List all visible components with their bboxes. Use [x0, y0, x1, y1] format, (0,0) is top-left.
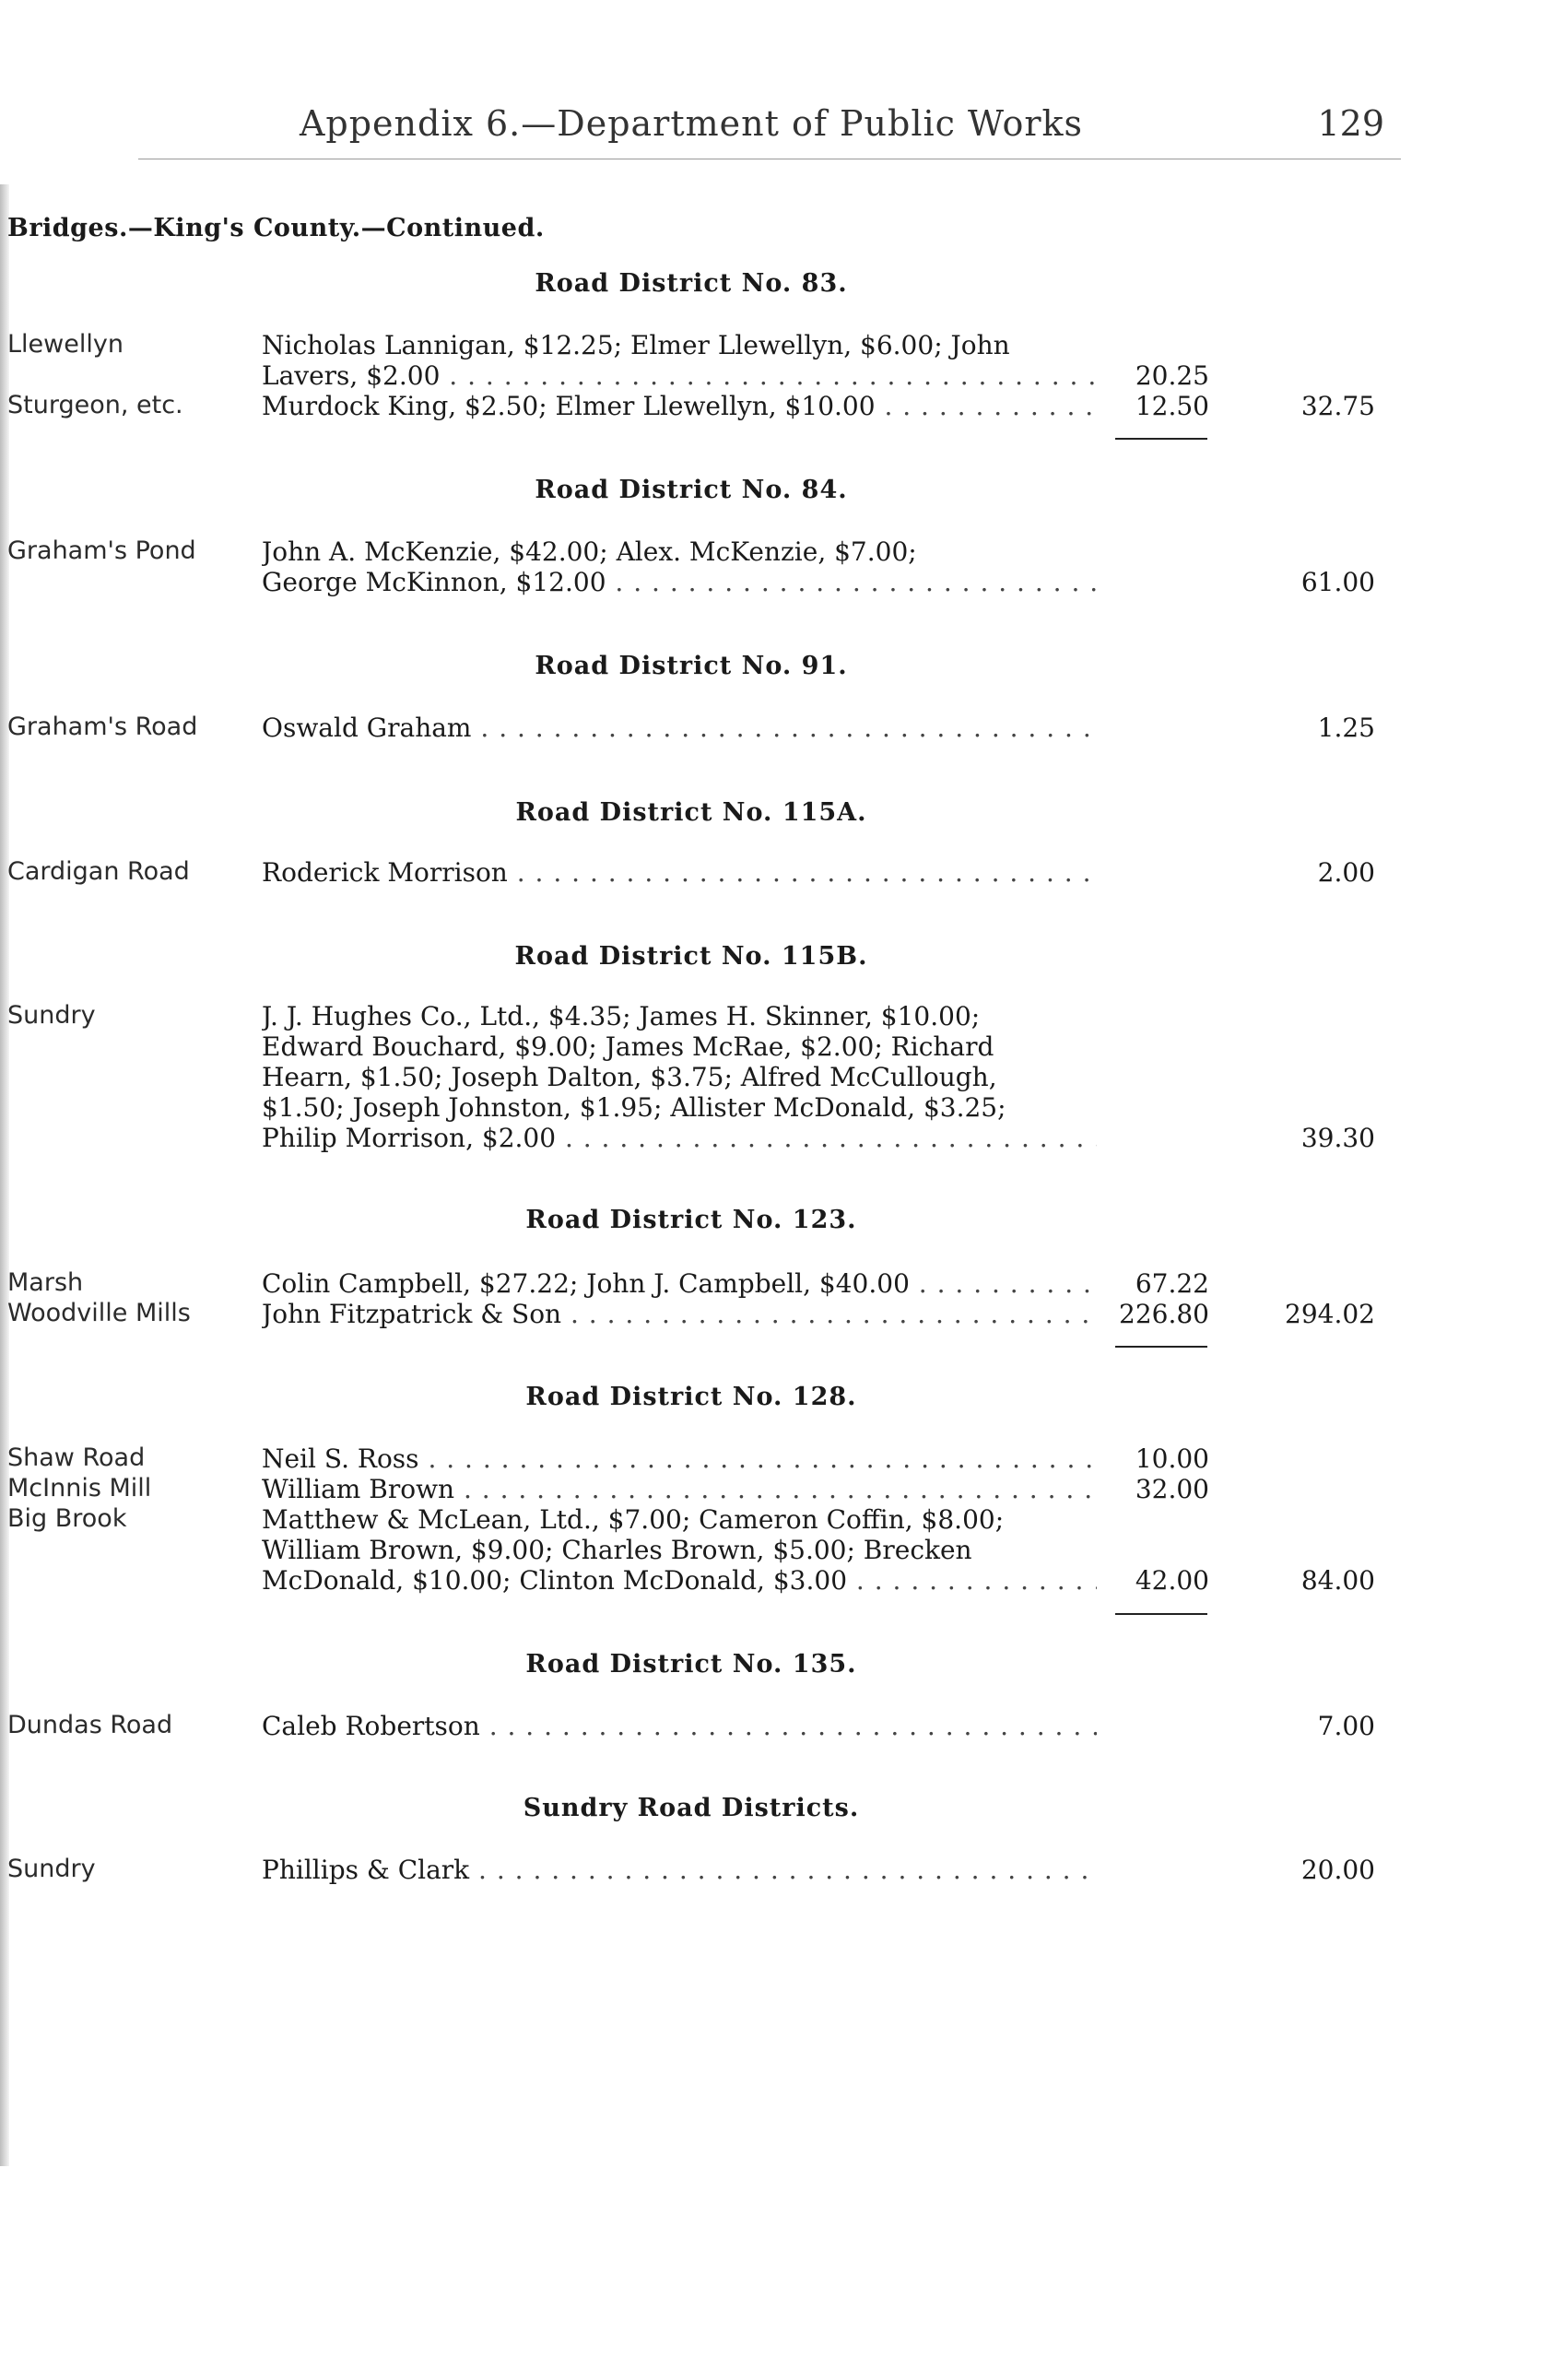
total-cell: 20.00 — [1300, 1855, 1375, 1885]
district-heading: Road District No. 91. — [535, 652, 848, 680]
table-row — [0, 1123, 1541, 1156]
location-cell: Marsh — [7, 1268, 84, 1297]
table-row — [0, 391, 1541, 424]
total-cell: 294.02 — [1285, 1299, 1375, 1329]
description-cell: Neil S. Ross . . . — [262, 1443, 1097, 1474]
subtotal-cell: 32.00 — [1135, 1474, 1209, 1504]
running-header: Appendix 6.—Department of Public Works — [299, 103, 1084, 144]
total-cell: 7.00 — [1317, 1711, 1375, 1741]
table-row — [0, 1031, 1541, 1065]
table-row — [0, 1855, 1541, 1888]
table-row — [0, 1092, 1541, 1125]
section-continued-heading: Bridges.—King's County.—Continued. — [7, 214, 545, 242]
district-heading: Road District No. 123. — [525, 1206, 857, 1234]
description-cell: Matthew & McLean, Ltd., $7.00; Cameron Coffin, $8.00; — [262, 1504, 1005, 1535]
location-cell: Sundry — [7, 1001, 96, 1030]
description-cell: Colin Campbell, $27.22; John J. Campbell, $40.00 . . . — [262, 1268, 1097, 1299]
location-cell: Graham's Pond — [7, 536, 196, 565]
table-row — [0, 330, 1541, 363]
table-row — [0, 1474, 1541, 1507]
location-cell: Big Brook — [7, 1504, 127, 1533]
description-cell: William Brown, $9.00; Charles Brown, $5.00; Brecken — [262, 1535, 972, 1565]
table-row — [0, 857, 1541, 890]
description-cell: Phillips & Clark . . . — [262, 1855, 1097, 1885]
subtotal-cell: 226.80 — [1119, 1299, 1209, 1329]
location-cell: Llewellyn — [7, 330, 124, 359]
location-cell: Graham's Road — [7, 713, 198, 741]
description-cell: J. J. Hughes Co., Ltd., $4.35; James H. Skinner, $10.00; — [262, 1001, 981, 1031]
location-cell: Woodville Mills — [7, 1299, 191, 1327]
table-row — [0, 1443, 1541, 1477]
subtotal-cell: 67.22 — [1135, 1268, 1209, 1299]
total-cell: 1.25 — [1317, 713, 1375, 743]
location-cell: McInnis Mill — [7, 1474, 152, 1502]
district-heading: Road District No. 83. — [535, 269, 848, 298]
description-cell: John A. McKenzie, $42.00; Alex. McKenzie, $7.00; — [262, 536, 917, 567]
table-row — [0, 1001, 1541, 1034]
description-cell: William Brown . . . — [262, 1474, 1097, 1504]
description-cell: Caleb Robertson . . . — [262, 1711, 1097, 1741]
district-heading: Road District No. 135. — [525, 1650, 857, 1679]
district-heading: Road District No. 115A. — [515, 798, 867, 827]
sum-rule — [1115, 1613, 1207, 1615]
description-cell: George McKinnon, $12.00 . . . — [262, 567, 1097, 597]
table-row — [0, 1504, 1541, 1538]
table-row — [0, 1299, 1541, 1332]
district-heading: Road District No. 84. — [535, 476, 848, 504]
description-cell: Edward Bouchard, $9.00; James McRae, $2.00; Richard — [262, 1031, 994, 1062]
location-cell: Cardigan Road — [7, 857, 190, 886]
description-cell: Philip Morrison, $2.00 . . . — [262, 1123, 1097, 1153]
total-cell: 39.30 — [1300, 1123, 1375, 1153]
description-cell: McDonald, $10.00; Clinton McDonald, $3.00 . . . — [262, 1565, 1097, 1596]
district-heading: Sundry Road Districts. — [523, 1794, 860, 1822]
description-cell: Lavers, $2.00 . . . — [262, 360, 1097, 391]
page-number: 129 — [1317, 103, 1384, 144]
description-cell: Nicholas Lannigan, $12.25; Elmer Llewellyn, $6.00; John — [262, 330, 1010, 360]
table-row — [0, 713, 1541, 746]
table-row — [0, 536, 1541, 570]
subtotal-cell: 12.50 — [1135, 391, 1209, 421]
description-cell: Roderick Morrison . . . — [262, 857, 1097, 888]
sum-rule — [1115, 438, 1207, 440]
total-cell: 61.00 — [1300, 567, 1375, 597]
sum-rule — [1115, 1346, 1207, 1348]
description-cell: Hearn, $1.50; Joseph Dalton, $3.75; Alfred McCullough, — [262, 1062, 997, 1092]
district-heading: Road District No. 115B. — [514, 942, 868, 971]
table-row — [0, 360, 1541, 394]
subtotal-cell: 20.25 — [1135, 360, 1209, 391]
table-row — [0, 567, 1541, 600]
description-cell: Murdock King, $2.50; Elmer Llewellyn, $10.00 . . . — [262, 391, 1097, 421]
location-cell: Shaw Road — [7, 1443, 146, 1472]
total-cell: 84.00 — [1300, 1565, 1375, 1596]
table-row — [0, 1711, 1541, 1744]
location-cell: Dundas Road — [7, 1711, 173, 1739]
description-cell: Oswald Graham . . . — [262, 713, 1097, 743]
table-row — [0, 1268, 1541, 1302]
total-cell: 2.00 — [1317, 857, 1375, 888]
district-heading: Road District No. 128. — [525, 1383, 857, 1411]
total-cell: 32.75 — [1300, 391, 1375, 421]
description-cell: $1.50; Joseph Johnston, $1.95; Allister McDonald, $3.25; — [262, 1092, 1006, 1123]
table-row — [0, 1565, 1541, 1598]
location-cell: Sundry — [7, 1855, 96, 1883]
table-row — [0, 1062, 1541, 1095]
description-cell: John Fitzpatrick & Son . . . — [262, 1299, 1097, 1329]
subtotal-cell: 42.00 — [1135, 1565, 1209, 1596]
subtotal-cell: 10.00 — [1135, 1443, 1209, 1474]
table-row — [0, 1535, 1541, 1568]
location-cell: Sturgeon, etc. — [7, 391, 183, 419]
